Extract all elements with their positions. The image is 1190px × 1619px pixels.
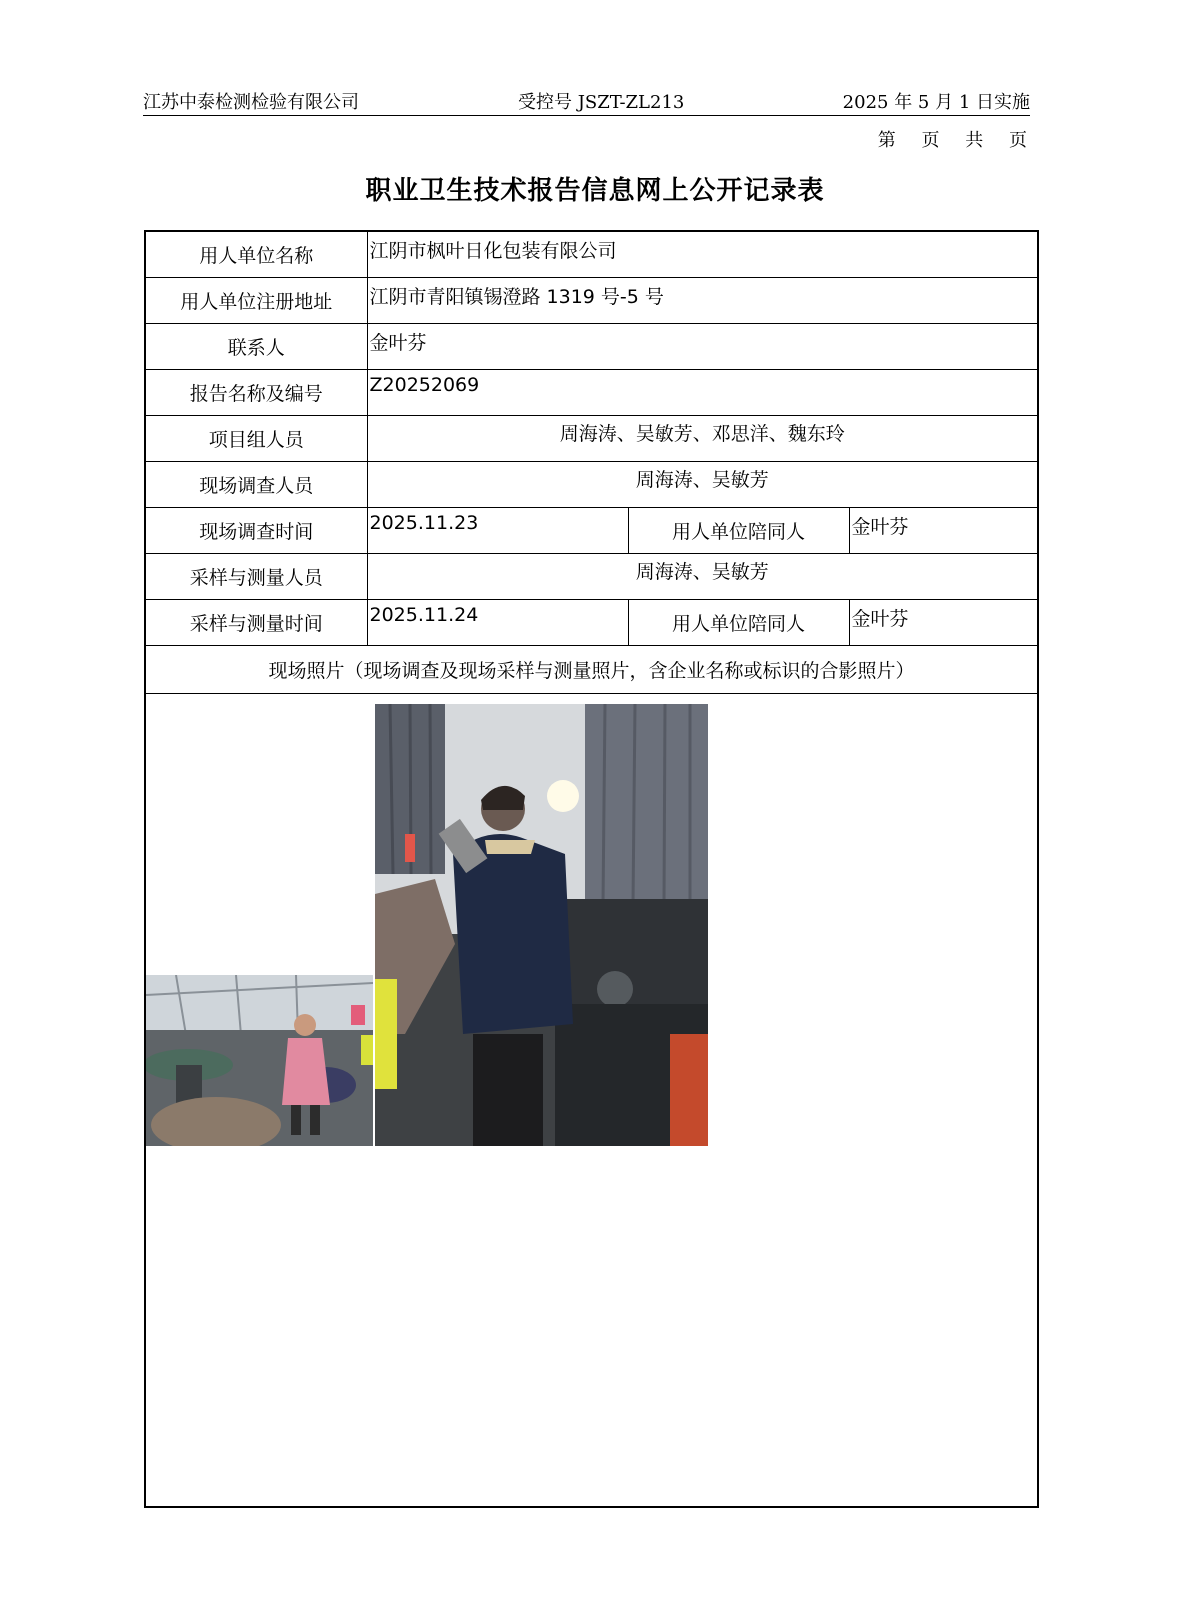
table-row xyxy=(145,508,1038,554)
value-sampling-staff: 周海涛、吴敏芳 xyxy=(367,554,1038,600)
page-word: 第 xyxy=(877,130,899,151)
table-row xyxy=(145,231,1038,278)
label-employer-address: 用人单位注册地址 xyxy=(145,278,367,324)
table-row xyxy=(145,646,1038,694)
record-table xyxy=(144,230,1039,1508)
header-company: 江苏中泰检测检验有限公司 xyxy=(143,92,359,113)
label-report: 报告名称及编号 xyxy=(145,370,367,416)
label-team: 项目组人员 xyxy=(145,416,367,462)
value-survey-staff: 周海涛、吴敏芳 xyxy=(367,462,1038,508)
value-employer-name: 江阴市枫叶日化包装有限公司 xyxy=(367,231,1038,278)
label-sampling-time: 采样与测量时间 xyxy=(145,600,367,646)
workshop-photo xyxy=(146,975,373,1146)
header-effective-date: 2025 年 5 月 1 日实施 xyxy=(842,92,1030,113)
page-word: 页 xyxy=(1009,130,1030,151)
header-rule xyxy=(143,115,1030,116)
label-survey-escort: 用人单位陪同人 xyxy=(628,508,849,554)
label-contact: 联系人 xyxy=(145,324,367,370)
photos-heading: 现场照片（现场调查及现场采样与测量照片，含企业名称或标识的合影照片） xyxy=(145,646,1038,694)
table-row xyxy=(145,278,1038,324)
page-word: 共 xyxy=(965,130,987,151)
page-number xyxy=(878,126,1030,152)
table-row xyxy=(145,370,1038,416)
value-sampling-time: 2025.11.24 xyxy=(367,600,628,646)
table-row xyxy=(145,554,1038,600)
label-employer-name: 用人单位名称 xyxy=(145,231,367,278)
value-employer-address: 江阴市青阳镇锡澄路 1319 号-5 号 xyxy=(367,278,1038,324)
table-row xyxy=(145,694,1038,1508)
value-survey-time: 2025.11.23 xyxy=(367,508,628,554)
table-row xyxy=(145,324,1038,370)
table-row xyxy=(145,462,1038,508)
sampling-photo xyxy=(375,704,708,1146)
page-word: 页 xyxy=(921,130,943,151)
value-survey-escort: 金叶芬 xyxy=(849,508,1038,554)
header-control-number: 受控号 JSZT-ZL213 xyxy=(518,92,685,113)
table-row xyxy=(145,416,1038,462)
label-survey-time: 现场调查时间 xyxy=(145,508,367,554)
label-sampling-staff: 采样与测量人员 xyxy=(145,554,367,600)
value-team: 周海涛、吴敏芳、邓思洋、魏东玲 xyxy=(367,416,1038,462)
photos-area xyxy=(145,694,1038,1508)
value-report: Z20252069 xyxy=(367,370,1038,416)
value-sampling-escort: 金叶芬 xyxy=(849,600,1038,646)
value-contact: 金叶芬 xyxy=(367,324,1038,370)
label-sampling-escort: 用人单位陪同人 xyxy=(628,600,849,646)
label-survey-staff: 现场调查人员 xyxy=(145,462,367,508)
page-title: 职业卫生技术报告信息网上公开记录表 xyxy=(365,176,825,206)
table-row xyxy=(145,600,1038,646)
